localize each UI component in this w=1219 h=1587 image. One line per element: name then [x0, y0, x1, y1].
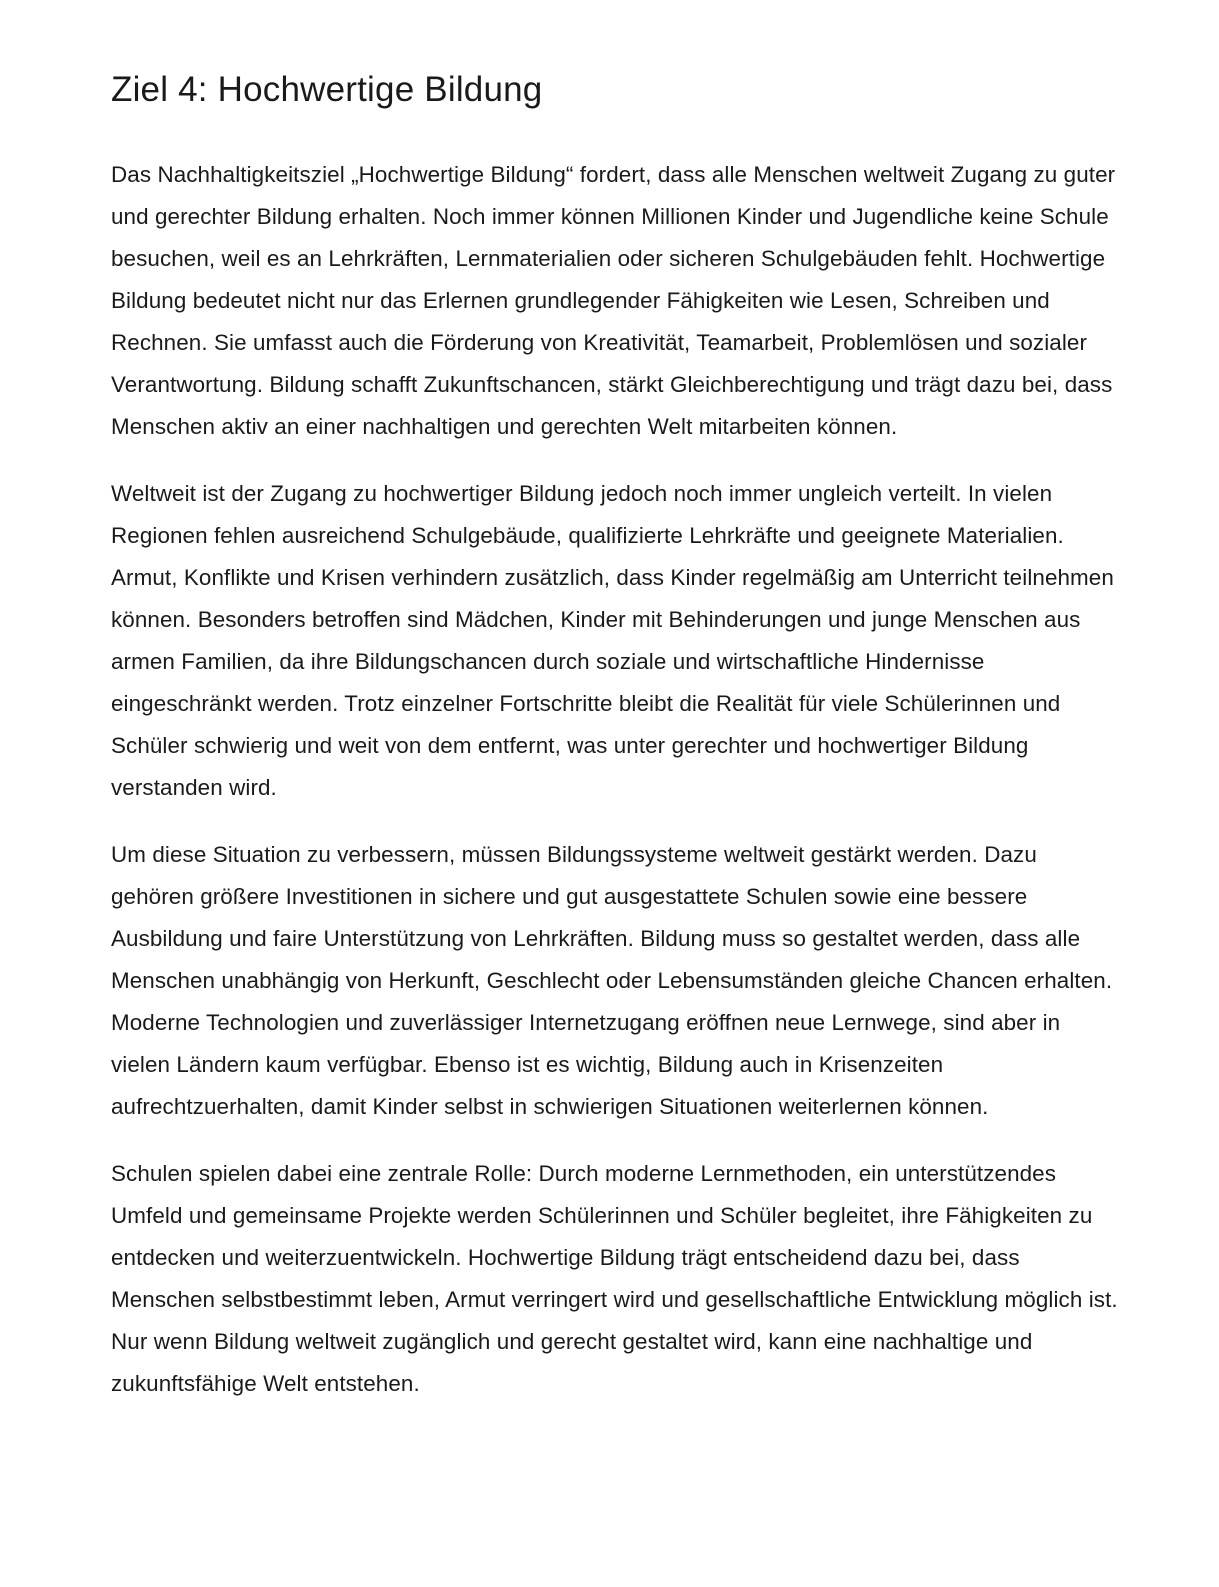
- paragraph-2: Weltweit ist der Zugang zu hochwertiger Bildung jedoch noch immer ungleich verteilt. In vielen Regionen fehlen ausreichend Schulgebäude, qualifizierte Lehrkräfte und geeignete Materialien. Armut, Konflikte und Krisen verhindern zusätzlich, dass Kinder regelmäßig am Unterricht teilnehmen können. Besonders betroffen sind Mädchen, Kinder mit Behinderungen und junge Menschen aus armen Familien, da ihre Bildungschancen durch soziale und wirtschaftliche Hindernisse eingeschränkt werden. Trotz einzelner Fortschritte bleibt die Realität für viele Schülerinnen und Schüler schwierig und weit von dem entfernt, was unter gerechter und hochwertiger Bildung verstanden wird.: [111, 481, 1114, 800]
- paragraph-4: Schulen spielen dabei eine zentrale Rolle: Durch moderne Lernmethoden, ein unterstützendes Umfeld und gemeinsame Projekte werden Schülerinnen und Schüler begleitet, ihre Fähigkeiten zu entdecken und weiterzuentwickeln. Hochwertige Bildung trägt entscheidend dazu bei, dass Menschen selbstbestimmt leben, Armut verringert wird und gesellschaftliche Entwicklung möglich ist. Nur wenn Bildung weltweit zugänglich und gerecht gestaltet wird, kann eine nachhaltige und zukunftsfähige Welt entstehen.: [111, 1161, 1118, 1396]
- document-page: [111, 66, 1121, 1430]
- paragraph-1: Das Nachhaltigkeitsziel „Hochwertige Bildung“ fordert, dass alle Menschen weltweit Zugang zu guter und gerechter Bildung erhalten. Noch immer können Millionen Kinder und Jugendliche keine Schule besuchen, weil es an Lehrkräften, Lernmaterialien oder sicheren Schulgebäuden fehlt. Hochwertige Bildung bedeutet nicht nur das Erlernen grundlegender Fähigkeiten wie Lesen, Schreiben und Rechnen. Sie umfasst auch die Förderung von Kreativität, Teamarbeit, Problemlösen und sozialer Verantwortung. Bildung schafft Zukunftschancen, stärkt Gleichberechtigung und trägt dazu bei, dass Menschen aktiv an einer nachhaltigen und gerechten Welt mitarbeiten können.: [111, 162, 1116, 439]
- document-body: [111, 154, 1121, 1405]
- paragraph-3: Um diese Situation zu verbessern, müssen Bildungssysteme weltweit gestärkt werden. Dazu gehören größere Investitionen in sichere und gut ausgestattete Schulen sowie eine bessere Ausbildung und faire Unterstützung von Lehrkräften. Bildung muss so gestaltet werden, dass alle Menschen unabhängig von Herkunft, Geschlecht oder Lebensumständen gleiche Chancen erhalten. Moderne Technologien und zuverlässiger Internetzugang eröffnen neue Lernwege, sind aber in vielen Ländern kaum verfügbar. Ebenso ist es wichtig, Bildung auch in Krisenzeiten aufrechtzuerhalten, damit Kinder selbst in schwierigen Situationen weiterlernen können.: [111, 842, 1113, 1119]
- page-title: Ziel 4: Hochwertige Bildung: [111, 70, 543, 109]
